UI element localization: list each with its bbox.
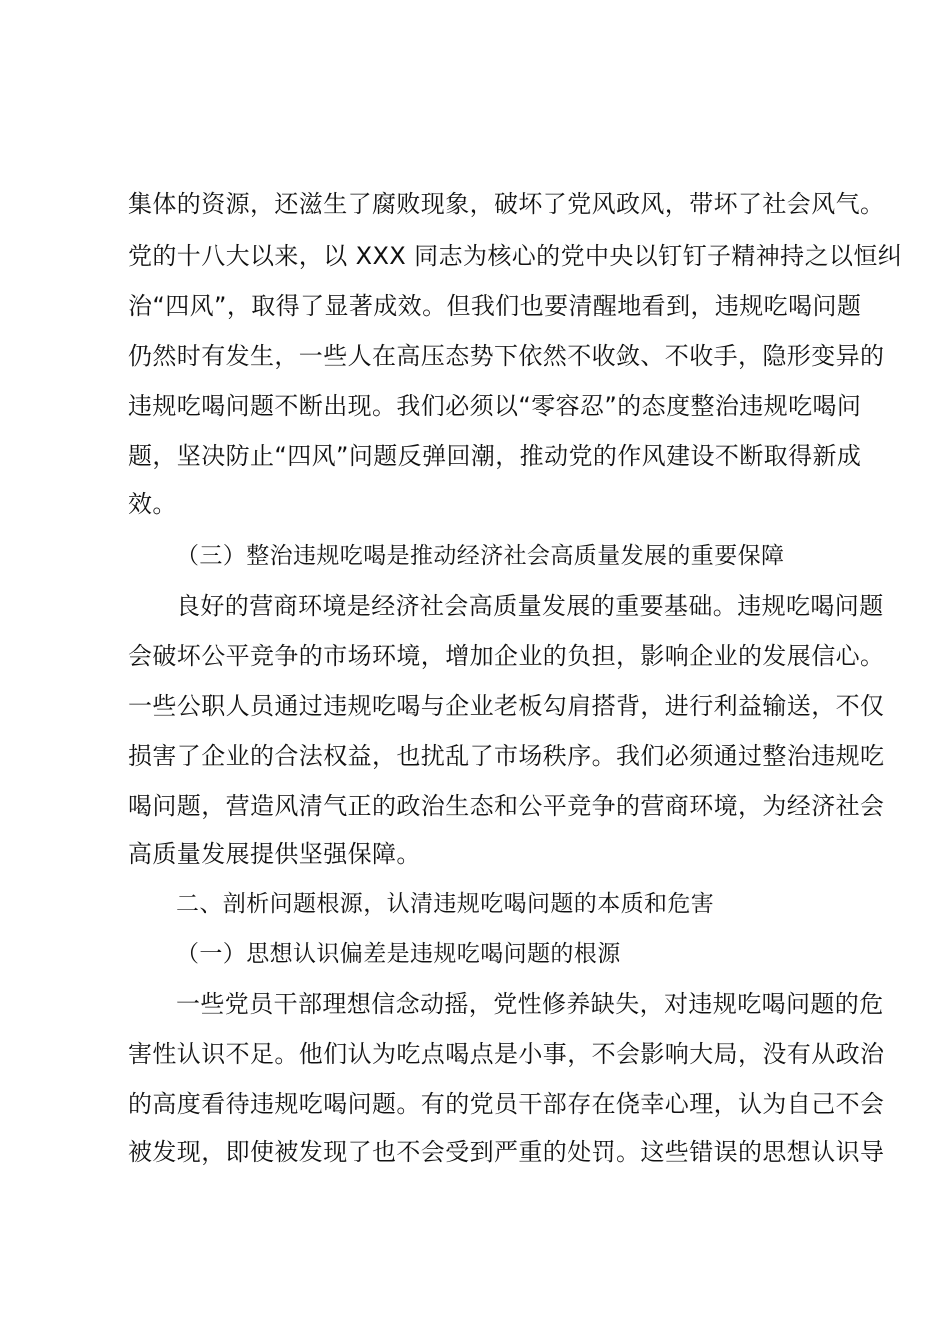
paragraph-line: 喝问题，营造风清气正的政治生态和公平竞争的营商环境，为经济社会 xyxy=(128,792,885,820)
section-heading: （一）思想认识偏差是违规吃喝问题的根源 xyxy=(176,941,621,967)
paragraph-line: 损害了企业的合法权益，也扰乱了市场秩序。我们必须通过整治违规吃 xyxy=(128,742,885,770)
paragraph-line: 害性认识不足。他们认为吃点喝点是小事，不会影响大局，没有从政治 xyxy=(128,1040,885,1068)
paragraph-line: 集体的资源，还滋生了腐败现象，破坏了党风政风，带坏了社会风气。 xyxy=(128,190,885,218)
paragraph-line: 一些公职人员通过违规吃喝与企业老板勾肩搭背，进行利益输送，不仅 xyxy=(128,692,885,720)
paragraph-line: 被发现，即使被发现了也不会受到严重的处罚。这些错误的思想认识导 xyxy=(128,1138,885,1166)
paragraph-line: 效。 xyxy=(128,490,177,518)
paragraph-line: 会破坏公平竞争的市场环境，增加企业的负担，影响企业的发展信心。 xyxy=(128,642,885,670)
paragraph-line: 一些党员干部理想信念动摇，党性修养缺失，对违规吃喝问题的危 xyxy=(176,990,884,1018)
paragraph-line: 党的十八大以来，以 XXX 同志为核心的党中央以钉钉子精神持之以恒纠 xyxy=(128,242,903,270)
paragraph-line: 仍然时有发生，一些人在高压态势下依然不收敛、不收手，隐形变异的 xyxy=(128,342,885,370)
chapter-heading: 二、剖析问题根源，认清违规吃喝问题的本质和危害 xyxy=(176,891,715,917)
paragraph-line: 良好的营商环境是经济社会高质量发展的重要基础。违规吃喝问题 xyxy=(176,592,884,620)
paragraph-line: 高质量发展提供坚强保障。 xyxy=(128,840,421,868)
paragraph-line: 治“四风”，取得了显著成效。但我们也要清醒地看到，违规吃喝问题 xyxy=(128,292,862,320)
paragraph-line: 题，坚决防止“四风”问题反弹回潮，推动党的作风建设不断取得新成 xyxy=(128,442,862,470)
paragraph-line: 违规吃喝问题不断出现。我们必须以“零容忍”的态度整治违规吃喝问 xyxy=(128,392,862,420)
paragraph-line: 的高度看待违规吃喝问题。有的党员干部存在侥幸心理，认为自己不会 xyxy=(128,1090,885,1118)
section-heading: （三）整治违规吃喝是推动经济社会高质量发展的重要保障 xyxy=(176,543,785,569)
